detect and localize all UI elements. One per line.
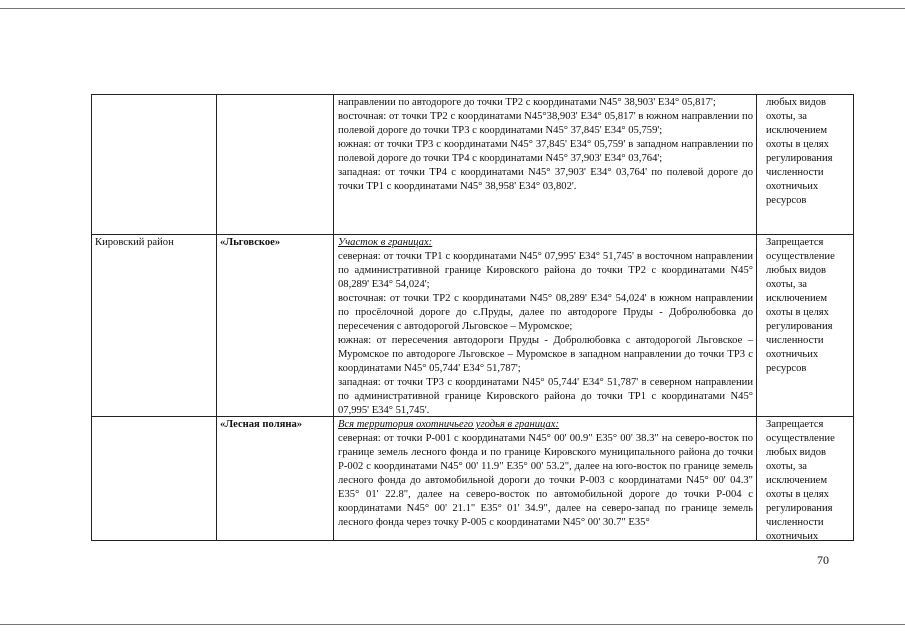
boundary-line: западная: от точки ТР4 с координатами N45° 37,903' E34° 03,764' по полевой дороге до точки ТР1 с координатами N45° 38,958' E34° 03,802'.	[338, 167, 753, 192]
boundary-line: восточная: от точки ТР2 с координатами N45° 08,289' E34° 54,024' в южном направлении по просёлочной дороге до с.Пруды, далее по автодороге Пруды - Добролюбовка до пересечения с автодорогой Льговское – Муромское;	[338, 293, 753, 332]
boundary-heading: Участок в границах:	[338, 237, 433, 248]
district-cell	[91, 95, 216, 234]
boundary-line: западная: от точки ТР3 с координатами N45° 05,744' E34° 51,787' в северном направлении по административной границе Кировского района до точки ТР1 с координатами N45° 07,995' E34° 51,745'.	[338, 377, 753, 416]
table-row	[91, 95, 854, 234]
restriction-cell: Запрещается осуществление любых видов охоты, за исключением охоты в целях регулирования численности охотничьих ресурсов	[756, 235, 854, 416]
scan-edge-top	[0, 8, 905, 9]
page-number: 70	[817, 553, 829, 567]
area-cell: «Лесная поляна»	[216, 417, 333, 540]
boundary-cell	[333, 95, 756, 234]
boundary-line: направлении по автодороге до точки ТР2 с координатами N45° 38,903' E34° 05,817';	[338, 97, 716, 108]
area-cell: «Льговское»	[216, 235, 333, 416]
table-row	[91, 235, 854, 416]
boundary-line: восточная: от точки ТР2 с координатами N45°38,903' E34° 05,817' в южном направлении по полевой дороге до точки ТР3 с координатами N45° 37,845' E34° 05,759';	[338, 111, 753, 136]
boundary-cell	[333, 235, 756, 416]
boundary-line: южная: от пересечения автодороги Пруды - Добролюбовка с автодорогой Льговское – Муромское по автодороге Льговское – Муромское в западном направлении до точки ТР3 с координатами N45° 05,744' E34° 51,787';	[338, 335, 753, 374]
district-cell: Кировский район	[91, 235, 216, 416]
scan-edge-bottom	[0, 624, 905, 625]
district-cell	[91, 417, 216, 540]
boundary-line: южная: от точки ТР3 с координатами N45° 37,845' E34° 05,759' в западном направлении по полевой дороге до точки ТР4 с координатами N45° 37,903' E34° 03,764';	[338, 139, 753, 164]
area-cell	[216, 95, 333, 234]
restriction-cell: любых видов охоты, за исключением охоты в целях регулирования численности охотничьих ресурсов	[756, 95, 854, 234]
boundary-heading: Вся территория охотничьего угодья в границах:	[338, 419, 560, 430]
table-row	[91, 417, 854, 540]
boundary-cell	[333, 417, 756, 540]
boundary-line: северная: от точки ТР1 с координатами N45° 07,995' E34° 51,745' в восточном направлении по административной границе Кировского района до точки ТР2 с координатами N45° 08,289' E34° 54,024';	[338, 251, 753, 290]
table-bottom-border	[91, 540, 854, 541]
boundary-line: северная: от точки Р-001 с координатами N45° 00' 00.9" E35° 00' 38.3" на северо-восток по границе земель лесного фонда и по границе Кировского муниципального района до точки Р-002 с координатами N45° 00' 11.9" E35° 00' 53.2", далее на юго-восток по границе земель лесного фонда до автомобильной дороги до точки Р-003 с координатами N45° 00' 04.3" E35° 01' 22.8", далее на северо-восток по автомобильной дороге до точки Р-004 с координатами N45° 00' 21.1" E35° 01' 34.9", далее на северо-запад по границе земель лесного фонда через точку Р-005 с координатами N45° 00' 30.7" E35°	[338, 433, 753, 528]
restriction-cell: Запрещается осуществление любых видов охоты, за исключением охоты в целях регулирования численности охотничьих	[756, 417, 854, 540]
